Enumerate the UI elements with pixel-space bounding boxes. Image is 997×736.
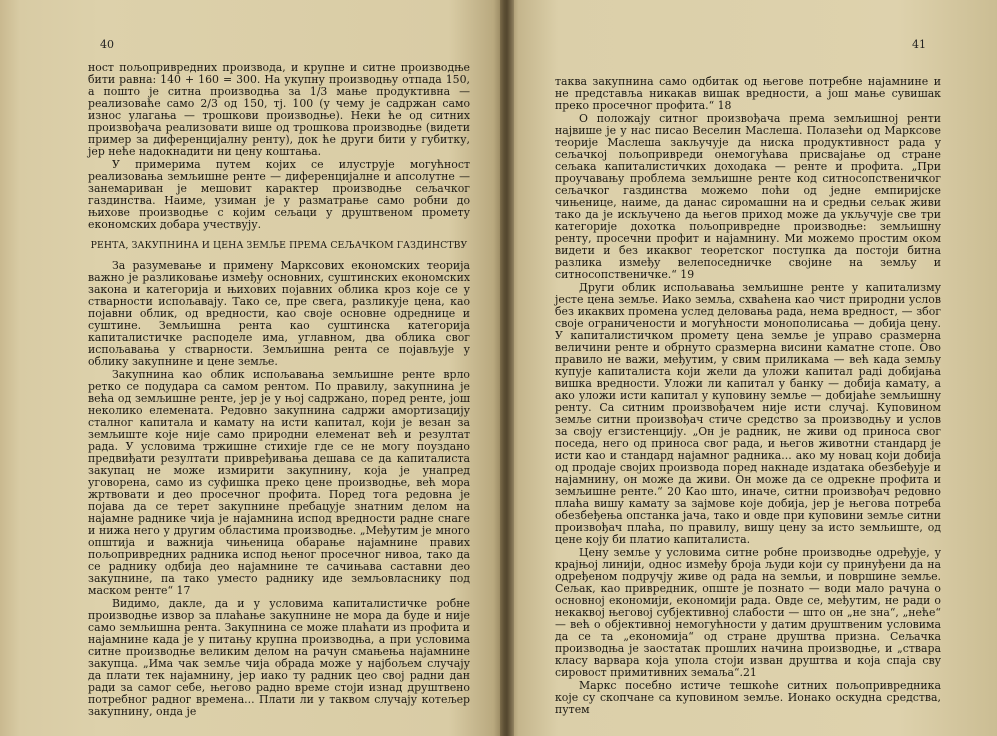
paragraph: Други облик испољавања земљишне ренте у капитализму јесте цена земље. Иако земља, схваћена као чист природни услов без икаквих промена услед деловања рада, нема вредност, — због своје ограничености и могућности монополисања — добија цену. У капиталистичком промету цена земље је управо сразмерна величини ренте и обрнуто сразмерна висини каматне стопе. Ово правило не важи, међутим, у свим приликама — већ када земљу купује капиталиста који жели да уложи капитал радi добијања вишка вредности. Уложи ли капитал у банку — добија камату, а ако уложи исти капитал у куповину земље — добијаће земљишну ренту. Са ситним произвођачем није исти случај. Куповином земље ситни произвођач стиче средство за производњу и услов за своју егзистенцију. „Он је радник, не живи од приноса свог поседа, него од приноса свог рада, и његов животни стандард је исти као и стандард најамног радника... ако му новац који добија од продаје својих производа поред накнаде издатака обезбеђује и најамнину, он може да живи. Он може да се одрекне профита и земљишне ренте.“ 20 Као што, иначе, ситни произвођач редовно плаћа вишу камату за зајмове које добија, јер је његова потреба обезбеђења опстанка јача, тако и овде при куповини земље ситни произвођач плаћа, по правилу, вишу цену за исто земљиште, од цене коју би платио капиталиста. xyxy=(555,281,941,546)
paragraph: Закупнина као облик испољавања земљишне ренте врло ретко се подудара са самом рентом. По правилу, закупнина је већа од земљишне ренте, јер је у њој садржано, поред ренте, још неколико елемената. Редовно закупнина садржи амортизацију сталног капитала и камату на исти капитал, који је везан за земљиште које није само природни елеменат већ и резултат рада. У условима тржишне стихије где се не могу поуздано предвиђати резултати привређивања дешава се да капиталиста закупац не може измирити закупнину, која је унапред уговорена, само из суфишка преко цене производње, већ мора жртвовати и део просечног профита. Поред тога редовна је појава да се терет закупнине пребацује знатним делом на најамне раднике чија је најамнина испод вредности радне снаге и нижа него у другим областима производње. „Међутим је много општија и важнија чињеница обарање најамнине правих пољопривредних радника испод њеног просечног нивоа, тако да се раднику одбија део најамнине те сачињава саставни део закупнине, па тако уместо раднику иде земљовласнику под маском ренте“ 17 xyxy=(88,368,470,597)
paragraph: таква закупнина само одбитак од његове потребне најамнине и не представља никакав вишак вредности, а још мање сувишак преко просечног профита.“ 18 xyxy=(555,75,941,112)
left-page-text xyxy=(88,62,470,719)
paragraph: У примерима путем којих се илуструје могућност реализовања земљишне ренте — диференцијалне и апсолутне — занемариван је мешовит карактер производње сељачког газдинства. Наиме, узиман је у разматрање само робни до њихове производње с којим сељаци у друштвеном промету економских добара учествују. xyxy=(88,158,470,231)
paragraph: ност пољопривредних производа, и крупне и ситне производње бити равна: 140 + 160 = 300. На укупну производњу отпада 150, а пошто је ситна производња за 1/3 мање продуктивна — реализоваће само 2/3 од 150, тј. 100 (у чему је садржан само износ улагања — трошкови производње). Неки ће од ситних произвођача реализовати више од трошкова производње (видети пример за диференцијалну ренту), док ће други бити у губитку, јер неће надокнадити ни цену коштања. xyxy=(88,61,470,158)
paragraph: Цену земље у условима ситне робне производње одређује, у крајњој линији, однос између броја људи који су принуђени да на одређеном подручју живе од рада на земљи, и површине земље. Сељак, као привредник, опште је познато — води мало рачуна о основној економији, економији рада. Овде се, међутим, не ради о некаквој његовој субјективној слабости — што он „не зна“, „неће“ — већ о објективној немогућности у датим друштвеним условима да се та „економија“ од стране друштва призна. Сељачка производња је заостатак прошлих начина производње, и „ствара класу варвара која упола стоји изван друштва и која спаја сву сировост примитивних земаља“.21 xyxy=(555,546,941,679)
paragraph: О положају ситног произвођача према земљишној ренти највише је у нас писао Веселин Маслеша. Полазећи од Марксове теорије Маслеша закључује да ниска продуктивност рада у сељачкој пољопривреди онемогућава присвајање од стране сељака капиталистичких доходака — ренте и профита. „При проучавању проблема земљишне ренте код ситносопственичког сељачког газдинства можемо поћи од једне емпиријске чињенице, наиме, да данас сиромашни на и средњи сељак живи тако да је искључено да његов приход може да укључује све три категорије дохотка пољопривредне производње: земљишну ренту, просечни профит и најамнину. Ми можемо простим оком видети и без икаквог теоретског поступка да постоји битна разлика између велепоседничке својине на земљу и ситносопственичке.“ 19 xyxy=(555,112,941,281)
paragraph: За разумевање и примену Марксових економских теорија важно је разликовање између основних, суштинских економских закона и категорија и њихових појавних облика кроз које се у стварности испољавају. Тако се, пре свега, разликује цена, као појавни облик, од вредности, као своје основне одреднице и суштине. Земљишна рента као суштинска категорија капиталистичке расподеле има, углавном, два облика свог испољавања у стварности. Земљишна рента се појављује у облику закупнине и цене земље. xyxy=(88,259,470,368)
book-spine xyxy=(500,0,514,736)
paragraph: Маркс посебно истиче тешкоће ситних пољопривредника које су скопчане са куповином земље. Ионако оскудна средства, путем xyxy=(555,679,941,716)
right-page-text xyxy=(555,76,941,717)
page-number: 40 xyxy=(100,38,114,51)
paragraph: Видимо, дакле, да и у условима капиталистичке робне производње извор за плаћање закупнине не мора да буде и није само земљишна рента. Закупнина се може плаћати из профита и најамнине када је у питању крупна производња, а при условима ситне производње великим делом на рачун смањења најамнине закупца. „Има чак земље чија обрада може у најбољем случају да плати тек најамнину, јер иако ту радник цео свој радни дан ради за самог себе, његово радно време стоји изнад друштвено потребног радног времена... Плати ли у таквом случају котељер закупнину, онда је xyxy=(88,597,470,718)
right-page xyxy=(513,0,997,736)
section-heading: РЕНТА, ЗАКУПНИНА И ЦЕНА ЗЕМЉЕ ПРЕМА СЕЉАЧКОМ ГАЗДИНСТВУ xyxy=(90,240,468,251)
page-number: 41 xyxy=(912,38,926,51)
